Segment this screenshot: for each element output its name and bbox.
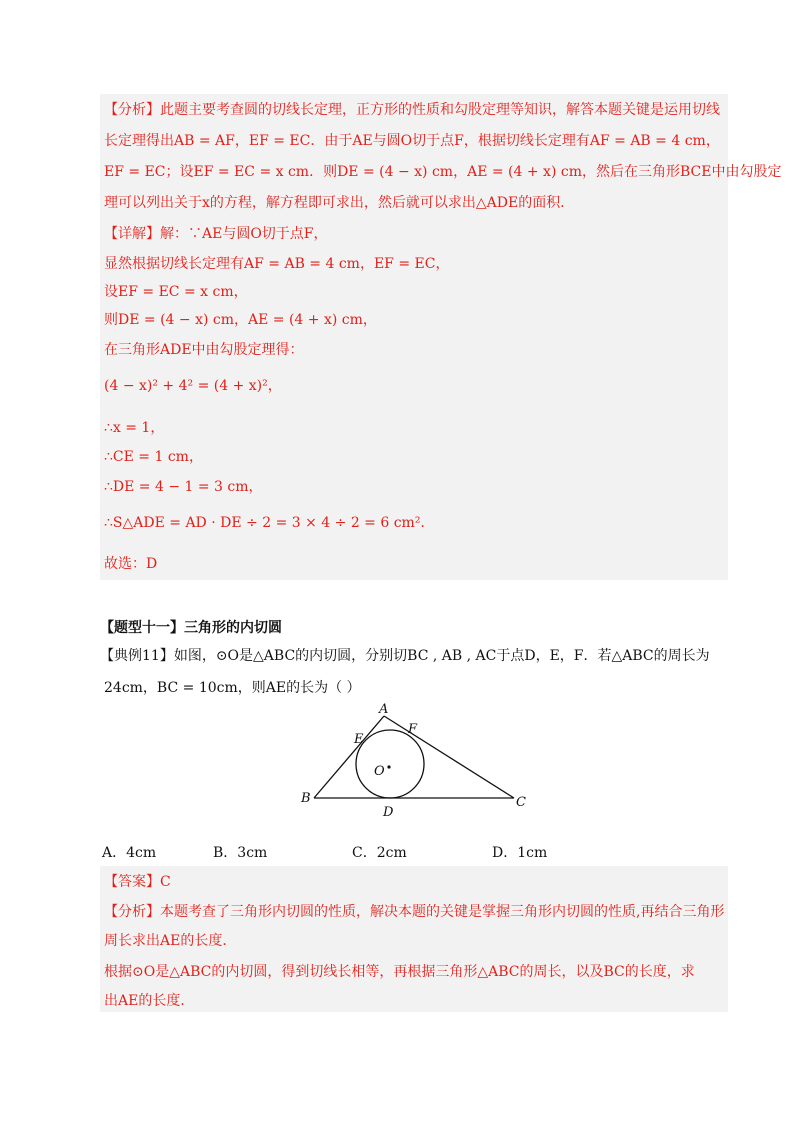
analysis-line-2: 长定理得出AB = AF，EF = EC．由于AE与圆O切于点F，根据切线长定理有AF = AB = 4 cm， (104, 133, 720, 149)
option-d: D．1cm (492, 845, 548, 861)
side-ac (384, 716, 514, 798)
side-ab (314, 716, 384, 798)
label-c: C (516, 795, 526, 810)
option-b: B．3cm (213, 845, 268, 861)
detail-line-6: (4 − x)² + 4² = (4 + x)²， (104, 378, 282, 394)
detail-line-10: ∴S△ADE = AD · DE ÷ 2 = 3 × 4 ÷ 2 = 6 cm²． (104, 515, 435, 531)
label-e: E (354, 732, 364, 747)
label-f: F (408, 722, 418, 737)
analysis2-line-3: 根据⊙O是△ABC的内切圆，得到切线长相等，再根据三角形△ABC的周长，以及BC的长度，求 (104, 964, 695, 980)
incircle-triangle-figure (292, 700, 532, 820)
detail-line-9: ∴DE = 4 − 1 = 3 cm， (104, 479, 263, 495)
option-a: A．4cm (102, 845, 157, 861)
label-a: A (379, 702, 389, 717)
detail-line-11: 故选：D (104, 556, 158, 572)
option-c: C．2cm (352, 845, 407, 861)
detail-line-8: ∴CE = 1 cm， (104, 449, 203, 465)
section-title: 【题型十一】三角形的内切圆 (100, 620, 282, 636)
detail-line-2: 显然根据切线长定理有AF = AB = 4 cm，EF = EC， (104, 256, 450, 272)
analysis2-line-2: 周长求出AE的长度． (104, 933, 237, 949)
detail-line-7: ∴x = 1， (104, 420, 165, 436)
detail-line-5: 在三角形ADE中由勾股定理得： (104, 342, 304, 358)
detail-line-1: 【详解】解：∵AE与圆O切于点F， (104, 226, 328, 242)
detail-line-3: 设EF = EC = x cm， (104, 284, 248, 300)
center-point (387, 765, 390, 768)
answer-line: 【答案】C (104, 874, 171, 890)
label-d: D (383, 805, 394, 820)
label-b: B (301, 791, 311, 806)
analysis-line-1: 【分析】此题主要考查圆的切线长定理，正方形的性质和勾股定理等知识，解答本题关键是运用切线 (104, 102, 720, 118)
detail-line-4: 则DE = (4 − x) cm，AE = (4 + x) cm， (104, 312, 377, 328)
analysis2-line-4: 出AE的长度． (104, 993, 195, 1009)
analysis-line-4: 理可以列出关于x的方程，解方程即可求出，然后就可以求出△ADE的面积． (104, 195, 575, 211)
label-o: O (374, 764, 385, 779)
analysis2-line-1: 【分析】本题考查了三角形内切圆的性质，解决本题的关键是掌握三角形内切圆的性质,再结合三角形 (104, 904, 725, 920)
example-question-line-2: 24cm，BC = 10cm，则AE的长为（ ） (104, 680, 361, 696)
incircle (356, 730, 424, 798)
example-question-line-1: 【典例11】如图，⊙O是△ABC的内切圆，分别切BC , AB , AC于点D，E，F．若△ABC的周长为 (100, 648, 710, 664)
analysis-line-3: EF = EC；设EF = EC = x cm．则DE = (4 − x) cm，AE = (4 + x) cm，然后在三角形BCE中由勾股定 (104, 164, 782, 180)
